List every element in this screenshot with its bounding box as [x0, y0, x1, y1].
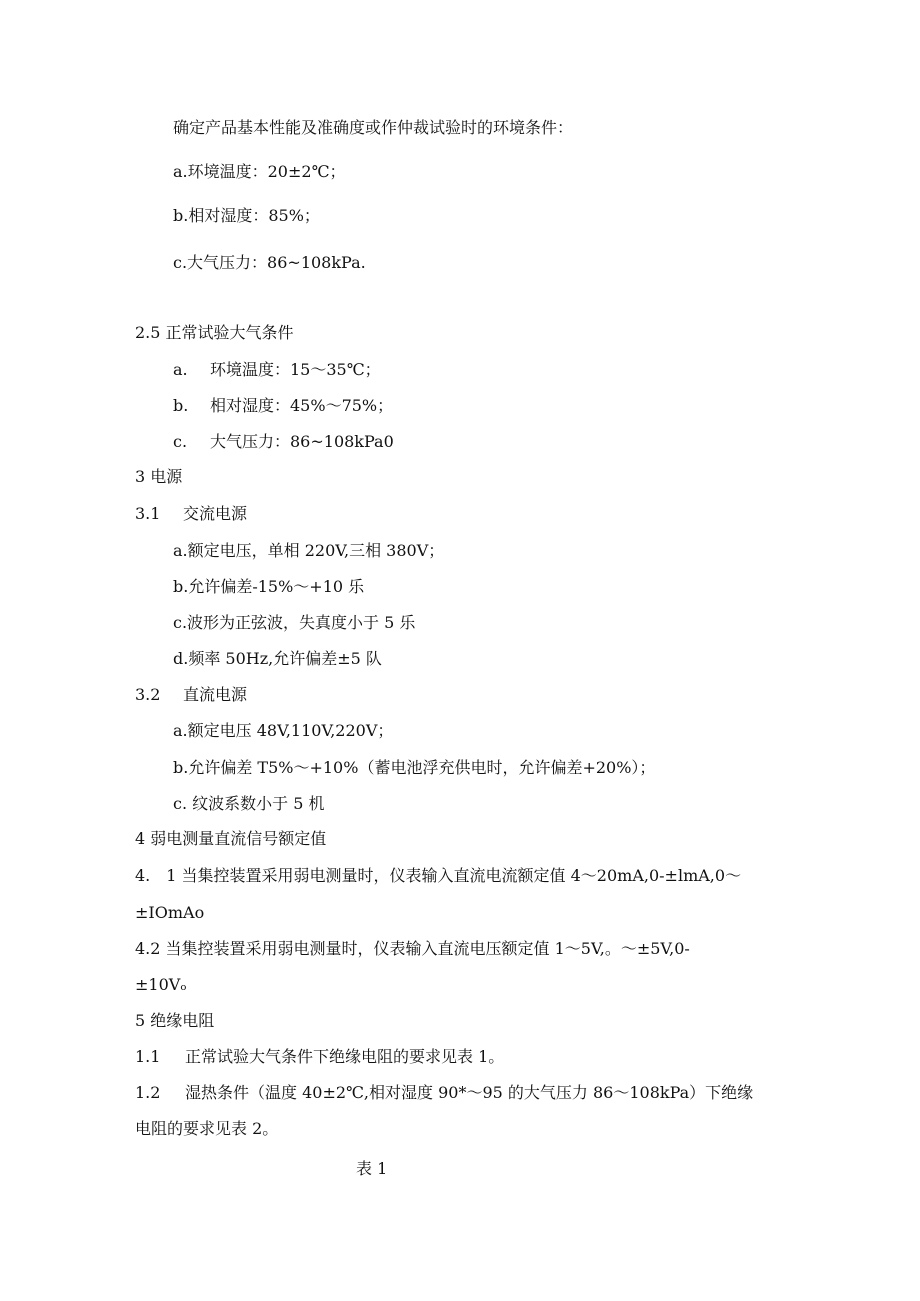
section-4-heading: 4 弱电测量直流信号额定值 — [135, 829, 327, 848]
s52-number: 1.2 — [135, 1083, 161, 1102]
s31-item-d: d.频率 50Hz,允许偏差±5 队 — [173, 649, 382, 668]
s25-item-b — [173, 396, 393, 416]
s31-item-a: a.额定电压，单相 220V,三相 380V； — [173, 541, 445, 560]
table-caption: 表 1 — [356, 1159, 388, 1178]
env-item-c: c.大气压力：86~108kPa. — [173, 253, 366, 272]
s31-title: 交流电源 — [183, 504, 248, 523]
s32-number: 3.2 — [135, 685, 161, 704]
section-2-5-heading: 2.5 正常试验大气条件 — [135, 323, 294, 342]
s31-item-b: b.允许偏差-15%～+10 乐 — [173, 577, 365, 596]
s42-line-1: 4.2 当集控装置采用弱电测量时，仪表输入直流电压额定值 1～5V,。～±5V,0- — [135, 939, 690, 958]
env-intro: 确定产品基本性能及准确度或作仲裁试验时的环境条件： — [173, 118, 574, 137]
s31-item-c: c.波形为正弦波，失真度小于 5 乐 — [173, 613, 416, 632]
s52-text: 湿热条件（温度 40±2℃,相对湿度 90*～95 的大气压力 86～108kPa）下绝缘 — [185, 1083, 754, 1102]
s32-item-c: c. 纹波系数小于 5 机 — [173, 794, 325, 813]
s31-number: 3.1 — [135, 504, 161, 523]
s41-line-1: 4. 1 当集控装置采用弱电测量时，仪表输入直流电流额定值 4～20mA,0-±lmA,0～ — [135, 866, 742, 885]
s32-item-b: b.允许偏差 T5%～+10%（蓄电池浮充供电时，允许偏差+20%）； — [173, 758, 656, 777]
s25-item-a-text: 环境温度：15～35℃； — [210, 360, 381, 379]
env-item-b: b.相对湿度：85%； — [173, 206, 320, 225]
section-3-heading: 3 电源 — [135, 467, 183, 486]
s51-number: 1.1 — [135, 1047, 161, 1066]
s25-item-a-marker: a. — [173, 360, 188, 379]
s25-item-a — [173, 360, 381, 380]
s25-item-b-text: 相对湿度：45%～75%； — [210, 396, 394, 415]
s25-item-b-marker: b. — [173, 396, 189, 415]
s51-paragraph — [135, 1047, 504, 1067]
s25-item-c — [173, 432, 394, 452]
s52-paragraph-line-1 — [135, 1083, 753, 1103]
s25-item-c-text: 大气压力：86~108kPa0 — [210, 432, 394, 451]
s41-line-2: ±IOmAo — [135, 903, 205, 922]
section-3-2-heading — [135, 685, 247, 705]
s25-item-c-marker: c. — [173, 432, 188, 451]
section-3-1-heading — [135, 504, 247, 524]
s52-paragraph-line-2: 电阻的要求见表 2。 — [135, 1119, 279, 1138]
section-5-heading: 5 绝缘电阻 — [135, 1011, 215, 1030]
s32-item-a: a.额定电压 48V,110V,220V； — [173, 721, 394, 740]
s51-text: 正常试验大气条件下绝缘电阻的要求见表 1。 — [185, 1047, 505, 1066]
s32-title: 直流电源 — [183, 685, 248, 704]
env-item-a: a.环境温度：20±2℃； — [173, 162, 346, 181]
s42-line-2: ±10Vₒ — [135, 975, 187, 994]
